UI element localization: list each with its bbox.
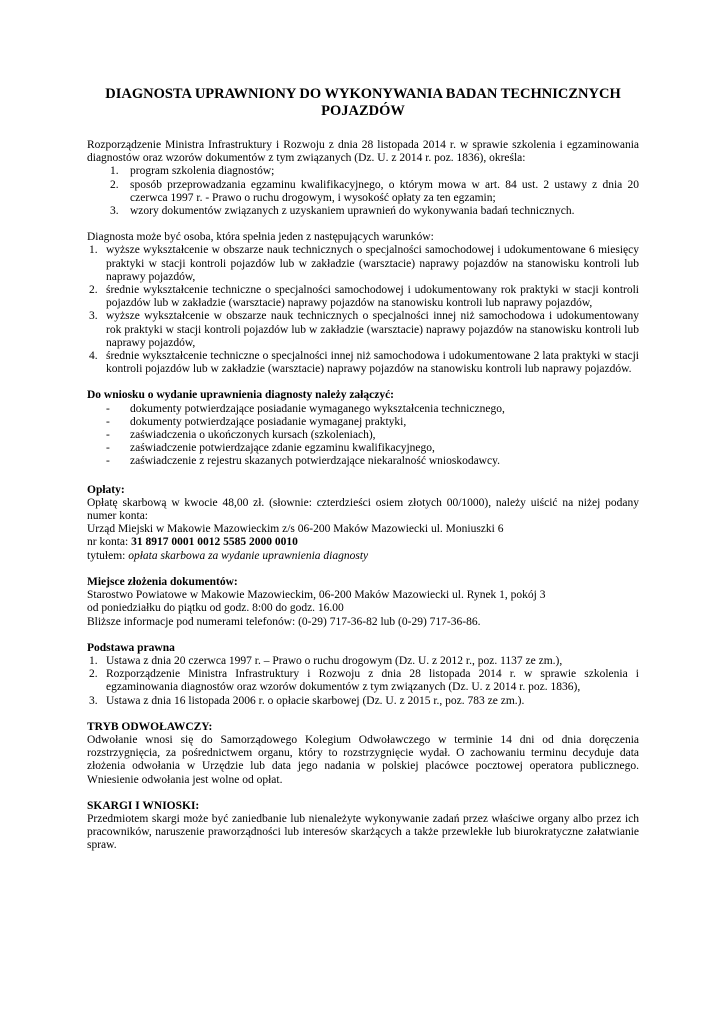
list-item: 2. Rozporządzenie Ministra Infrastruktury i Rozwoju z dnia 28 listopada 2014 r. w sprawie szkolenia i egzaminowania diagnostów oraz wzorów dokumentów z tym związanych (Dz. U. z 2014 r. poz. 1836),	[89, 668, 639, 694]
conditions-lead: Diagnosta może być osoba, która spełnia jeden z następujących warunków:	[87, 231, 434, 244]
conditions-section	[87, 231, 639, 376]
conditions-list	[87, 244, 639, 376]
fees-text: Opłatę skarbową w kwocie 48,00 zł. (słownie: czterdzieści osiem złotych 00/1000), należy uiścić na niżej podany numer konta:	[87, 496, 639, 523]
fees-title: tytułem: opłata skarbowa za wydanie uprawnienia diagnosty	[87, 549, 369, 562]
complaints-heading: SKARGI I WNIOSKI:	[87, 799, 200, 812]
attachments-list	[87, 403, 639, 469]
list-item: - dokumenty potwierdzające posiadanie wymaganego wykształcenia technicznego,	[106, 402, 505, 415]
list-item: 2. średnie wykształcenie techniczne o specjalności samochodowej i udokumentowany rok praktyki w stacji kontroli pojazdów lub w zakładzie (warsztacie) naprawy pojazdów na stanowisku kontroli lub naprawy pojazdów,	[89, 284, 639, 310]
list-item: 3. Ustawa z dnia 16 listopada 2006 r. o opłacie skarbowej (Dz. U. z 2015 r., poz. 783 ze zm.).	[89, 694, 525, 707]
document-title: DIAGNOSTA UPRAWNIONY DO WYKONYWANIA BADAN TECHNICZNYCH POJAZDÓW	[105, 86, 621, 119]
complaints-text: Przedmiotem skargi może być zaniedbanie lub nienależyte wykonywanie zadań przez właściwe organy albo przez ich pracowników, naruszenie praworządności lub interesów skarżących a także przewlekłe lub biurokratyczne załatwianie spraw.	[87, 812, 639, 852]
intro-list	[87, 165, 639, 218]
place-address: Starostwo Powiatowe w Makowie Mazowieckim, 06-200 Maków Mazowiecki ul. Rynek 1, pokój 3	[87, 589, 546, 602]
complaints-section	[87, 800, 639, 853]
list-item: 4. średnie wykształcenie techniczne o specjalności innej niż samochodowa i udokumentowane 2 lata praktyki w stacji kontroli pojazdów lub w zakładzie (warsztacie) naprawy pojazdów na stanowisku kontroli lub naprawy pojazdów.	[89, 350, 639, 376]
legal-list	[87, 655, 639, 708]
attachments-section	[87, 389, 639, 468]
list-item: - zaświadczenie potwierdzające zdanie egzaminu kwalifikacyjnego,	[106, 442, 435, 455]
appeal-heading: TRYB ODWOŁAWCZY:	[87, 720, 213, 733]
list-item: 3. wyższe wykształcenie w obszarze nauk technicznych o specjalności innej niż samochodowa i udokumentowany rok praktyki w stacji kontroli pojazdów lub w zakładzie (warsztacie) naprawy pojazdów na stanowisku kontroli lub naprawy pojazdów,	[89, 310, 639, 349]
intro-section	[87, 139, 639, 218]
list-item: - zaświadczenia o ukończonych kursach (szkoleniach),	[106, 429, 376, 442]
intro-text: Rozporządzenie Ministra Infrastruktury i Rozwoju z dnia 28 listopada 2014 r. w sprawie szkolenia i egzaminowania diagnostów oraz wzorów dokumentów z tym związanych (Dz. U. z 2014 r. poz. 1836), określa:	[87, 139, 639, 165]
fees-heading: Opłaty:	[87, 483, 125, 496]
place-phones: Bliższe informacje pod numerami telefonów: (0-29) 717-36-82 lub (0-29) 717-36-86.	[87, 615, 481, 628]
list-item: 1. program szkolenia diagnostów;	[110, 165, 275, 178]
place-heading: Miejsce złożenia dokumentów:	[87, 575, 238, 588]
legal-section	[87, 642, 639, 708]
attachments-heading: Do wniosku o wydanie uprawnienia diagnosty należy załączyć:	[87, 389, 395, 402]
list-item: 3. wzory dokumentów związanych z uzyskaniem uprawnień do wykonywania badań technicznych.	[110, 205, 575, 218]
fees-section	[87, 484, 639, 563]
legal-heading: Podstawa prawna	[87, 641, 175, 654]
document-page	[87, 86, 639, 853]
place-hours: od poniedziałku do piątku od godz. 8:00 do godz. 16.00	[87, 602, 344, 615]
appeal-text: Odwołanie wnosi się do Samorządowego Kolegium Odwoławczego w terminie 14 dni od dnia doręczenia rozstrzygnięcia, za pośrednictwem organu, który to rozstrzygnięcie wydał. O zachowaniu terminu decyduje data złożenia odwołania w Urzędzie lub data jego nadania w polskiej placówce pocztowej operatora publicznego. Wniesienie odwołania jest wolne od opłat.	[87, 733, 639, 786]
list-item: 2. sposób przeprowadzania egzaminu kwalifikacyjnego, o którym mowa w art. 84 ust. 2 ustawy z dnia 20 czerwca 1997 r. - Prawo o ruchu drogowym, i wysokość opłaty za ten egzamin;	[110, 178, 639, 204]
place-section	[87, 576, 639, 629]
account-number: 31 8917 0001 0012 5585 2000 0010	[131, 536, 298, 549]
list-item: 1. Ustawa z dnia 20 czerwca 1997 r. – Prawo o ruchu drogowym (Dz. U. z 2012 r., poz. 1137 ze zm.),	[89, 654, 563, 667]
fees-office: Urząd Miejski w Makowie Mazowieckim z/s 06-200 Maków Mazowiecki ul. Moniuszki 6	[87, 523, 504, 536]
fees-account: nr konta: 31 8917 0001 0012 5585 2000 0010	[87, 536, 298, 549]
list-item: - zaświadczenie z rejestru skazanych potwierdzające niekaralność wnioskodawcy.	[106, 455, 500, 468]
appeal-section	[87, 721, 639, 787]
list-item: - dokumenty potwierdzające posiadanie wymaganej praktyki,	[106, 415, 407, 428]
list-item: 1. wyższe wykształcenie w obszarze nauk technicznych o specjalności samochodowej i udokumentowane 6 miesięcy praktyki w stacji kontroli pojazdów lub w zakładzie (warsztacie) naprawy pojazdów na stanowisku kontroli lub naprawy pojazdów,	[89, 244, 639, 283]
